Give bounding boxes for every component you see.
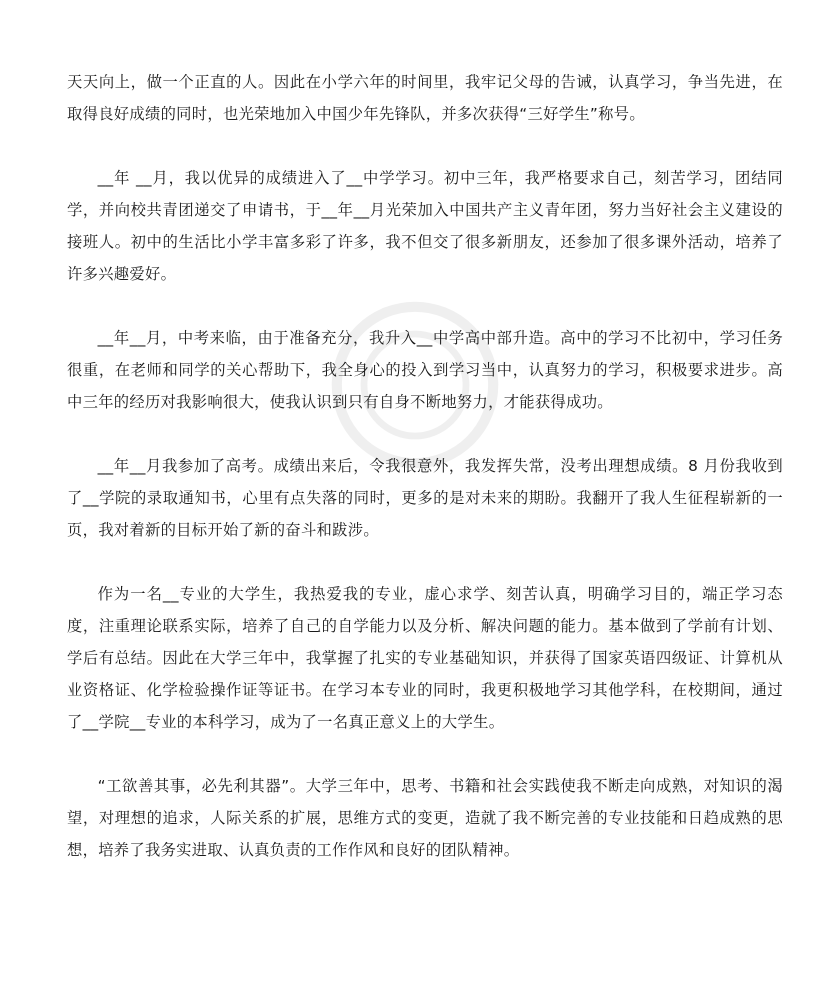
paragraph-4: __年__月我参加了高考。成绩出来后，令我很意外，我发挥失常，没考出理想成绩。8 月份我收到了__学院的录取通知书，心里有点失落的同时，更多的是对未来的期盼。我翻开了我人生征程崭新的一页，我对着新的目标开始了新的奋斗和跋涉。 [67,457,783,539]
paragraph-2: __年 __月，我以优异的成绩进入了__中学学习。初中三年，我严格要求自己，刻苦学习，团结同学，并向校共青团递交了申请书，于__年__月光荣加入中国共产主义青年团，努力当好社会主义建设的接班人。初中的生活比小学丰富多彩了许多，我不但交了很多新朋友，还参加了很多课外活动，培养了许多兴趣爱好。 [67,169,783,283]
paragraph-1: 天天向上，做一个正直的人。因此在小学六年的时间里，我牢记父母的告诫，认真学习，争当先进，在取得良好成绩的同时，也光荣地加入中国少年先锋队，并多次获得“三好学生”称号。 [67,73,783,123]
paragraph-3: __年__月，中考来临，由于准备充分，我升入__中学高中部升造。高中的学习不比初中，学习任务很重，在老师和同学的关心帮助下，我全身心的投入到学习当中，认真努力的学习，积极要求进步。高中三年的经历对我影响很大，使我认识到只有自身不断地努力，才能获得成功。 [67,329,783,411]
document-body [67,66,783,898]
paragraph-6: “工欲善其事，必先利其器”。大学三年中，思考、书籍和社会实践使我不断走向成熟，对知识的渴望，对理想的追求，人际关系的扩展，思维方式的变更，造就了我不断完善的专业技能和日趋成熟的思想，培养了我务实进取、认真负责的工作作风和良好的团队精神。 [67,777,783,859]
paragraph-5: 作为一名__专业的大学生，我热爱我的专业，虚心求学、刻苦认真，明确学习目的，端正学习态度，注重理论联系实际，培养了自己的自学能力以及分析、解决问题的能力。基本做到了学前有计划、学后有总结。因此在大学三年中，我掌握了扎实的专业基础知识，并获得了国家英语四级证、计算机从业资格证、化学检验操作证等证书。在学习本专业的同时，我更积极地学习其他学科，在校期间，通过了__学院__专业的本科学习，成为了一名真正意义上的大学生。 [67,585,783,731]
